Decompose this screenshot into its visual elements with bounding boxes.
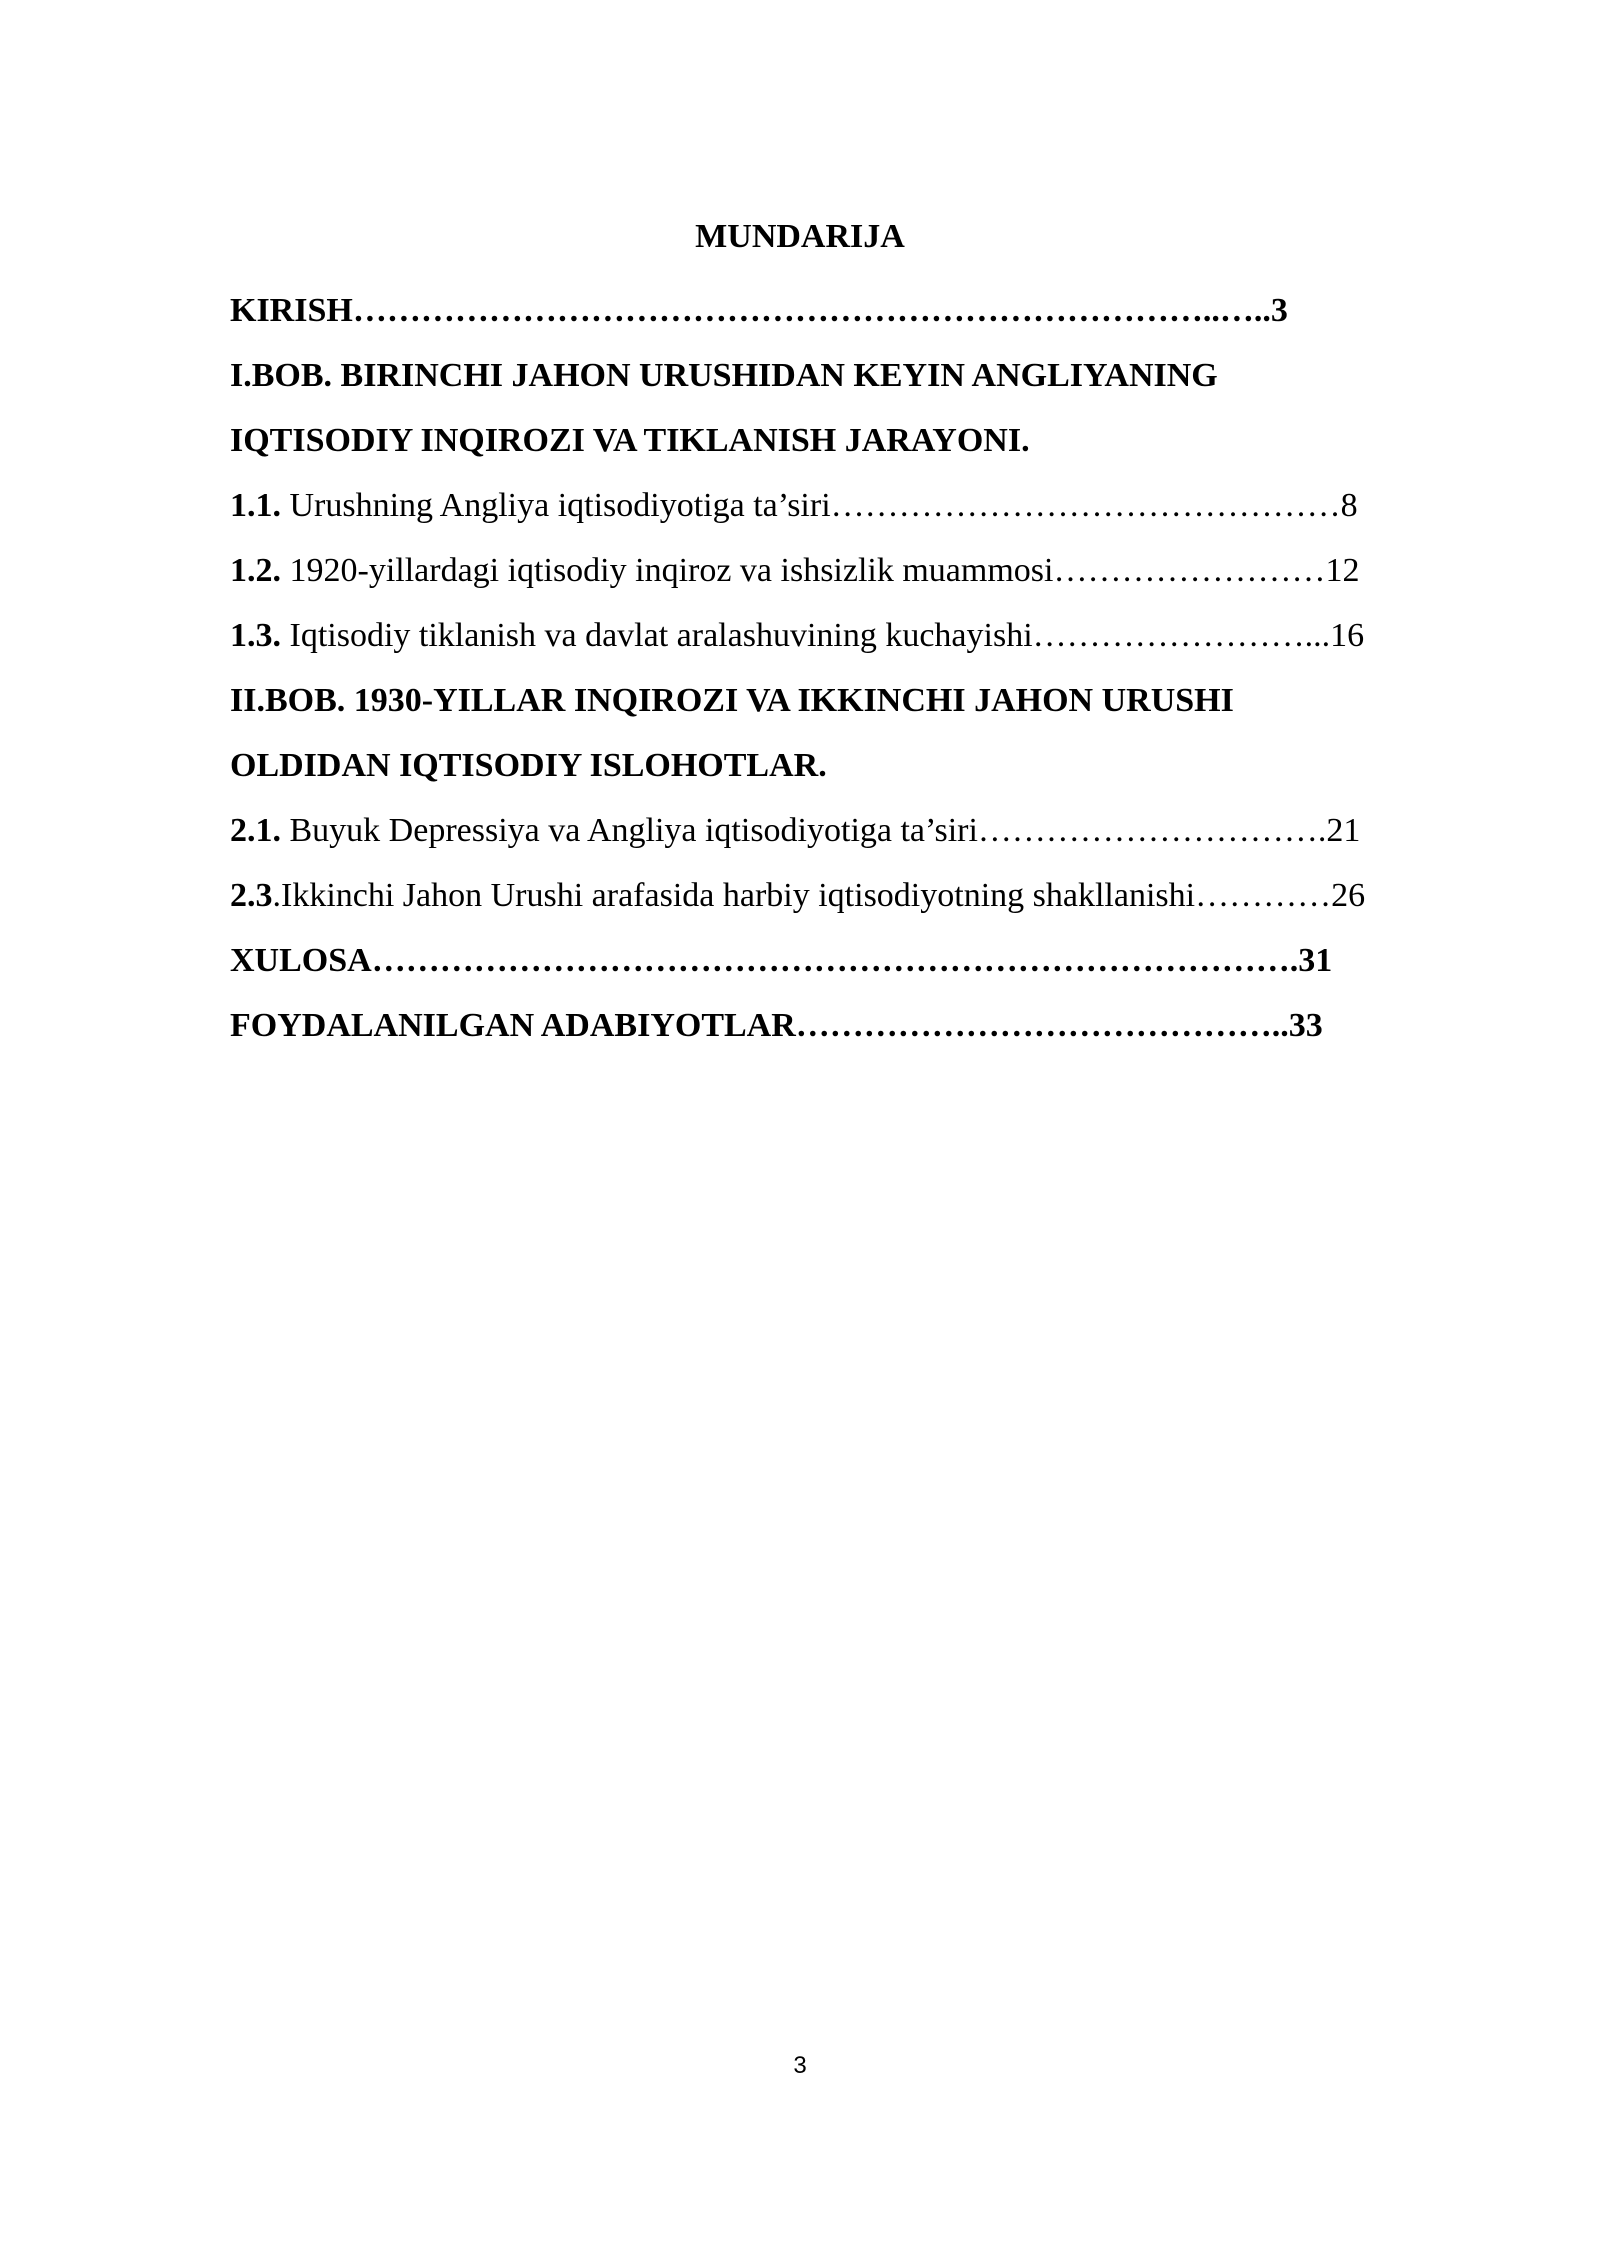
toc-chapter-label: II.BOB. 1930-YILLAR INQIROZI VA IKKINCHI JAHON URUSHI xyxy=(230,682,1234,719)
toc-entry-label: Buyuk Depressiya va Angliya iqtisodiyotiga ta’siri………………………….21 xyxy=(281,812,1361,849)
toc-chapter-1-heading-line-1[interactable] xyxy=(230,343,1492,408)
page-title: MUNDARIJA xyxy=(695,218,905,255)
toc-entry-1-2[interactable] xyxy=(230,538,1492,603)
toc-entry-label: .Ikkinchi Jahon Urushi arafasida harbiy iqtisodiyotning shakllanishi…………26 xyxy=(272,877,1366,914)
section-number: 1.1. xyxy=(230,487,281,524)
toc-chapter-2-heading-line-2[interactable] xyxy=(230,733,1492,798)
toc-entry-label: XULOSA……………………………………………………………………….31 xyxy=(230,942,1333,979)
table-of-contents xyxy=(230,278,1492,1058)
toc-entry-xulosa[interactable] xyxy=(230,928,1492,993)
toc-chapter-label: OLDIDAN IQTISODIY ISLOHOTLAR. xyxy=(230,747,827,784)
toc-entry-2-3[interactable] xyxy=(230,863,1492,928)
toc-entry-label: FOYDALANILGAN ADABIYOTLAR……………………………………..33 xyxy=(230,1007,1323,1044)
toc-chapter-1-heading-line-2[interactable] xyxy=(230,408,1492,473)
toc-entry-label: KIRISH…………………………………………………………………..…..3 xyxy=(230,292,1288,329)
section-number: 2.1. xyxy=(230,812,281,849)
toc-entry-1-1[interactable] xyxy=(230,473,1492,538)
footer-page-number: 3 xyxy=(793,2052,807,2079)
toc-chapter-2-heading-line-1[interactable] xyxy=(230,668,1492,733)
toc-entry-1-3[interactable] xyxy=(230,603,1492,668)
toc-chapter-label: IQTISODIY INQIROZI VA TIKLANISH JARAYONI. xyxy=(230,422,1030,459)
section-number: 1.3. xyxy=(230,617,281,654)
toc-chapter-label: I.BOB. BIRINCHI JAHON URUSHIDAN KEYIN ANGLIYANING xyxy=(230,357,1218,394)
toc-entry-kirish[interactable] xyxy=(230,278,1492,343)
toc-entry-2-1[interactable] xyxy=(230,798,1492,863)
toc-entry-adabiyotlar[interactable] xyxy=(230,993,1492,1058)
section-number: 2.3 xyxy=(230,877,273,914)
toc-entry-label: Urushning Angliya iqtisodiyotiga ta’siri………………………………………8 xyxy=(281,487,1358,524)
toc-entry-label: Iqtisodiy tiklanish va davlat aralashuvining kuchayishi……………………...16 xyxy=(281,617,1365,654)
section-number: 1.2. xyxy=(230,552,281,589)
toc-entry-label: 1920-yillardagi iqtisodiy inqiroz va ishsizlik muammosi……………………12 xyxy=(281,552,1360,589)
